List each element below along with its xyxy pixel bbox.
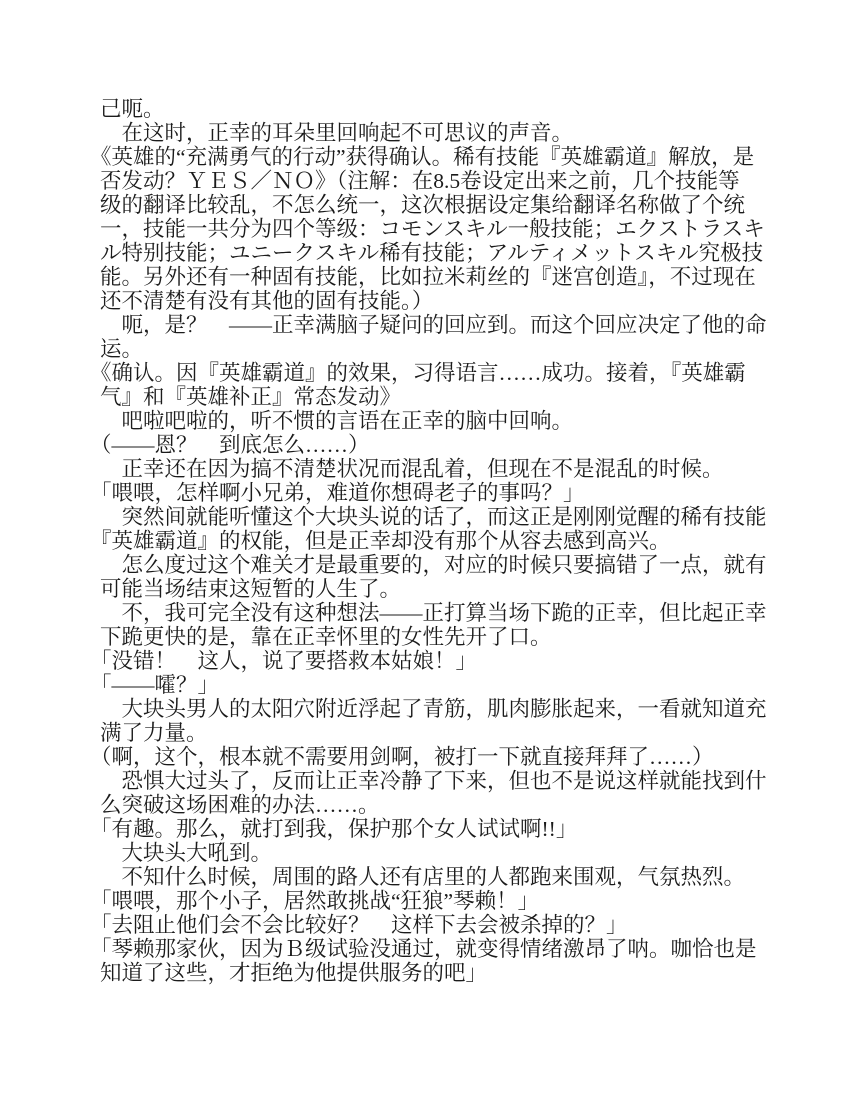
text-line: 级的翻译比较乱，不怎么统一，这次根据设定集给翻译名称做了个统 <box>100 193 746 217</box>
text-line: 满了力量。 <box>100 721 208 745</box>
text-line: 怎么度过这个难关才是最重要的，对应的时候只要搞错了一点，就有 <box>100 553 767 577</box>
text-line: 知道了这些，才拒绝为他提供服务的吧」 <box>100 961 488 985</box>
novel-text-block <box>90 97 780 985</box>
text-line: 还不清楚有没有其他的固有技能。） <box>100 289 434 313</box>
text-line: 『英雄霸道』的权能，但是正幸却没有那个从容去感到高兴。 <box>90 529 671 553</box>
text-line: 气』和『英雄补正』常态发动》 <box>100 385 402 409</box>
text-line: 「——嚯？」 <box>90 673 220 697</box>
text-line: 突然间就能听懂这个大块头说的话了，而这正是刚刚觉醒的稀有技能 <box>100 505 767 529</box>
text-line: 「去阻止他们会不会比较好？ 这样下去会被杀掉的？」 <box>90 913 628 937</box>
text-line: 「有趣。那么，就打到我，保护那个女人试试啊!!」 <box>90 817 578 841</box>
text-line: 不知什么时候，周围的路人还有店里的人都跑来围观，气氛热烈。 <box>100 865 746 889</box>
text-line: 么突破这场困难的办法……。 <box>100 793 380 817</box>
text-line: 在这时，正幸的耳朵里回响起不可思议的声音。 <box>100 121 574 145</box>
text-line: 《英雄的“充满勇气的行动”获得确认。稀有技能『英雄霸道』解放，是 <box>90 145 755 169</box>
text-line: 「喂喂，怎样啊小兄弟，难道你想碍老子的事吗？」 <box>90 481 585 505</box>
text-line: 可能当场结束这短暂的人生了。 <box>100 577 402 601</box>
text-line: 吧啦吧啦的，听不惯的言语在正幸的脑中回响。 <box>100 409 574 433</box>
text-line: ル特别技能；ユニークスキル稀有技能；アルティメットスキル究极技 <box>100 241 764 265</box>
text-line: 大块头大吼到。 <box>100 841 273 865</box>
text-line: 正幸还在因为搞不清楚状况而混乱着，但现在不是混乱的时候。 <box>100 457 724 481</box>
text-line: （啊，这个，根本就不需要用剑啊，被打一下就直接拜拜了……） <box>90 745 714 769</box>
text-line: 「琴赖那家伙，因为Ｂ级试验没通过，就变得情绪激昂了呐。咖恰也是 <box>90 937 757 961</box>
text-line: 能。另外还有一种固有技能，比如拉米莉丝的『迷宫创造』，不过现在 <box>100 265 756 289</box>
text-line: 恐惧大过头了，反而让正幸冷静了下来，但也不是说这样就能找到什 <box>100 769 767 793</box>
text-line: （——恩？ 到底怎么……） <box>90 433 370 457</box>
text-line: 否发动？ＹＥＳ／ＮＯ》（注解：在8.5卷设定出来之前，几个技能等 <box>100 169 740 193</box>
text-line: 「喂喂，那个小子，居然敢挑战“狂狼”琴赖！」 <box>90 889 540 913</box>
text-line: 运。 <box>100 337 144 361</box>
text-line: 《确认。因『英雄霸道』的效果，习得语言……成功。接着，『英雄霸 <box>90 361 746 385</box>
text-line: 己呃。 <box>100 97 165 121</box>
text-line: 大块头男人的太阳穴附近浮起了青筋，肌肉膨胀起来，一看就知道充 <box>100 697 767 721</box>
text-line: 下跪更快的是，靠在正幸怀里的女性先开了口。 <box>100 625 552 649</box>
text-line: 「没错！ 这人，说了要搭救本姑娘！」 <box>90 649 478 673</box>
text-line: 不，我可完全没有这种想法——正打算当场下跪的正幸，但比起正幸 <box>100 601 767 625</box>
text-line: 呃，是？ ——正幸满脑子疑问的回应到。而这个回应决定了他的命 <box>100 313 767 337</box>
text-line: 一，技能一共分为四个等级：コモンスキル一般技能；エクストラスキ <box>100 217 765 241</box>
